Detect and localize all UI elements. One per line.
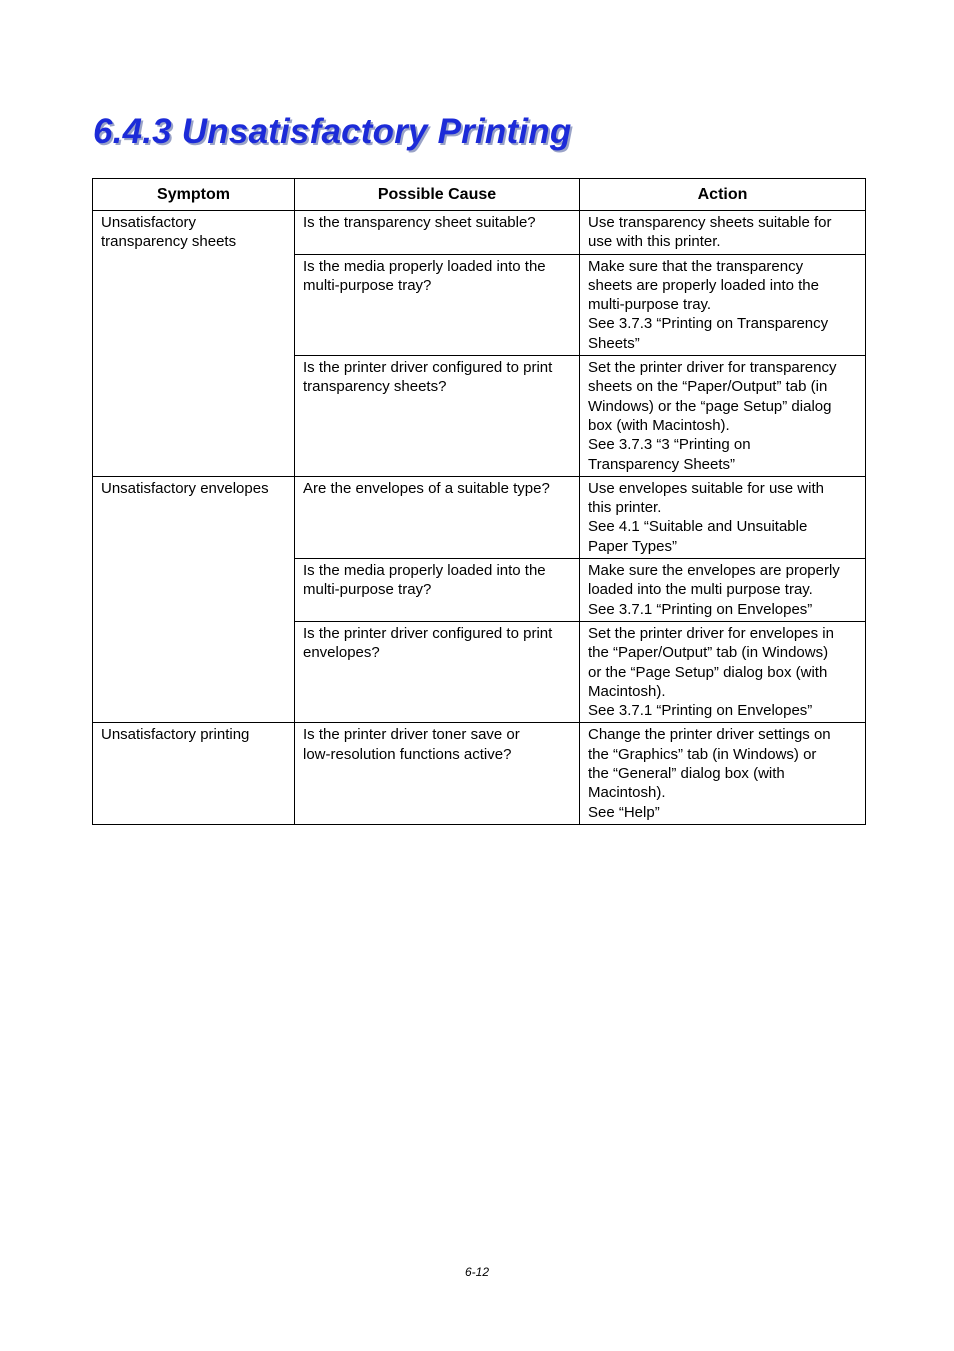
action-text: the “General” dialog box (with [588, 765, 785, 783]
symptom-cell [93, 723, 295, 824]
cause-text: multi-purpose tray? [303, 581, 432, 599]
action-text: See 3.7.1 “Printing on Envelopes” [588, 600, 813, 618]
cause-text: Is the printer driver toner save or [303, 726, 520, 744]
cause-text: Is the printer driver configured to print [303, 624, 553, 642]
cause-cell [295, 559, 580, 622]
cause-text: Is the transparency sheet suitable? [303, 214, 536, 231]
action-text: the “Paper/Output” tab (in Windows) [588, 644, 829, 662]
action-cell [580, 356, 866, 477]
action-text: use with this printer. [588, 233, 721, 251]
cause-text: transparency sheets? [303, 378, 447, 396]
action-text: sheets are properly loaded into the [588, 276, 819, 294]
action-text: the “Graphics” tab (in Windows) or [588, 745, 817, 763]
action-cell [580, 254, 866, 355]
action-text: Set the printer driver for envelopes in [588, 624, 834, 642]
column-header-action: Action [580, 179, 866, 211]
table-row [93, 723, 866, 824]
troubleshooting-table [92, 178, 866, 825]
action-text: Set the printer driver for transparency [588, 359, 837, 377]
action-cell [580, 476, 866, 558]
action-text: Use transparency sheets suitable for [588, 214, 832, 231]
column-header-symptom: Symptom [93, 179, 295, 211]
column-header-possible-cause: Possible Cause [295, 179, 580, 211]
action-text: See 3.7.3 “Printing on Transparency [588, 315, 829, 333]
cause-text: Is the media properly loaded into the [303, 257, 546, 275]
symptom-text: Unsatisfactory printing [101, 726, 250, 744]
action-text: Make sure the envelopes are properly [588, 562, 840, 580]
cause-cell [295, 723, 580, 824]
action-cell [580, 211, 866, 255]
action-text: See 3.7.1 “Printing on Envelopes” [588, 702, 813, 720]
table-header-row [93, 179, 866, 211]
table-row [93, 211, 866, 255]
table-body [93, 211, 866, 825]
cause-text: low-resolution functions active? [303, 745, 512, 763]
cause-cell [295, 621, 580, 722]
action-text: Sheets” [588, 334, 640, 352]
action-text: See “Help” [588, 803, 660, 821]
table-row [93, 476, 866, 558]
action-cell [580, 723, 866, 824]
action-text: sheets on the “Paper/Output” tab (in [588, 378, 828, 396]
action-text: Change the printer driver settings on [588, 726, 831, 744]
cause-text: Is the media properly loaded into the [303, 562, 546, 580]
cause-text: Are the envelopes of a suitable type? [303, 479, 550, 497]
symptom-cell [93, 211, 295, 477]
action-text: Use envelopes suitable for use with [588, 479, 824, 497]
cause-cell [295, 356, 580, 477]
cause-cell [295, 476, 580, 558]
symptom-text: transparency sheets [101, 233, 237, 251]
cause-text: envelopes? [303, 644, 380, 662]
action-text: this printer. [588, 499, 662, 517]
action-text: Paper Types” [588, 537, 677, 555]
action-text: Macintosh). [588, 682, 666, 700]
cause-text: multi-purpose tray? [303, 276, 432, 294]
action-text: box (with Macintosh). [588, 416, 730, 434]
cause-cell [295, 211, 580, 255]
action-text: Windows) or the “page Setup” dialog [588, 397, 832, 415]
page-number: 6-12 [464, 1265, 490, 1279]
symptom-text: Unsatisfactory envelopes [101, 479, 269, 497]
action-text: See 4.1 “Suitable and Unsuitable [588, 518, 808, 536]
action-cell [580, 559, 866, 622]
action-text: multi-purpose tray. [588, 296, 712, 314]
action-text: loaded into the multi purpose tray. [588, 581, 813, 599]
action-text: Transparency Sheets” [588, 455, 736, 473]
symptom-cell [93, 476, 295, 723]
cause-cell [295, 254, 580, 355]
action-text: or the “Page Setup” dialog box (with [588, 663, 828, 681]
action-cell [580, 621, 866, 722]
symptom-text: Unsatisfactory [101, 214, 197, 231]
cause-text: Is the printer driver configured to print [303, 359, 553, 377]
page-title: 6.4.3 Unsatisfactory Printing [93, 112, 572, 151]
action-text: Macintosh). [588, 784, 666, 802]
action-text: Make sure that the transparency [588, 257, 804, 275]
action-text: See 3.7.3 “3 “Printing on [588, 436, 751, 454]
